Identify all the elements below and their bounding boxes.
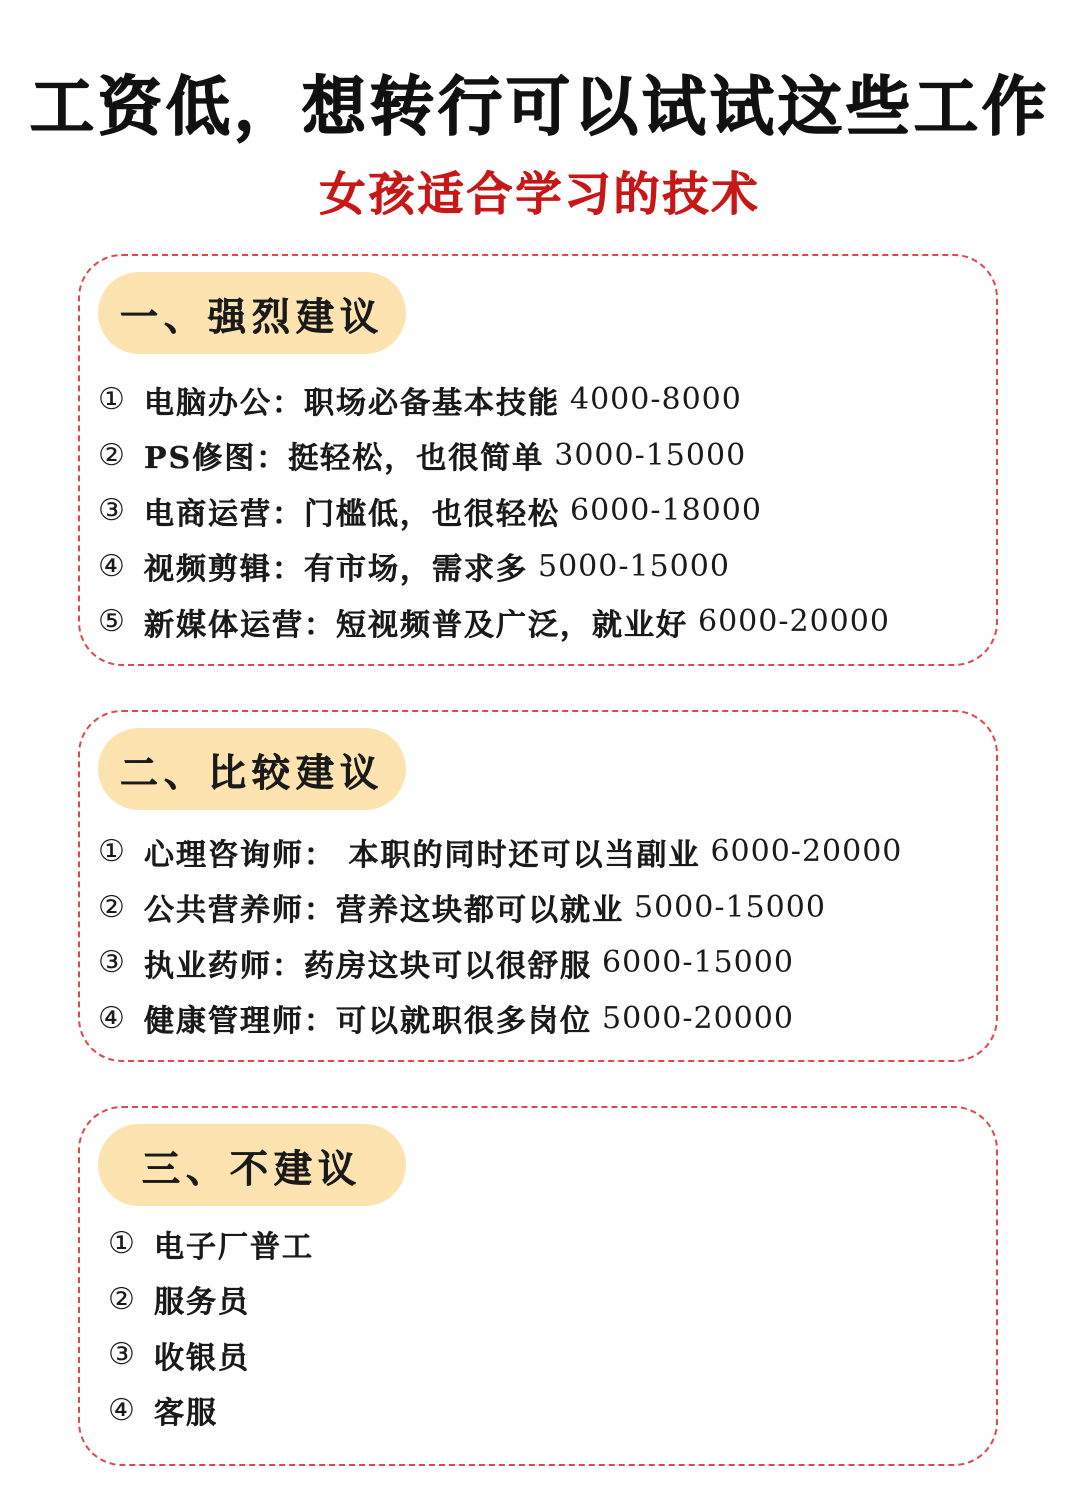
- item-number: ①: [98, 382, 125, 418]
- item-salary: 3000-15000: [554, 437, 747, 473]
- item-description: 可以就职很多岗位: [336, 1004, 592, 1040]
- item-number: ②: [108, 1281, 135, 1317]
- item-name: 公共营养师：: [144, 893, 336, 929]
- item-name: 视频剪辑：: [144, 552, 304, 588]
- list-item: [98, 483, 890, 539]
- item-number: ④: [108, 1392, 135, 1428]
- item-number: ③: [98, 493, 125, 529]
- item-number: ①: [108, 1226, 135, 1262]
- item-name: 服务员: [154, 1285, 250, 1321]
- item-salary: 4000-8000: [570, 382, 742, 418]
- item-description: 挺轻松，也很简单: [288, 441, 545, 477]
- item-description: 药房这块可以很舒服: [304, 948, 592, 984]
- section-not-recommended: [78, 1106, 998, 1466]
- item-number: ④: [98, 548, 125, 584]
- item-name: 电子厂普工: [154, 1229, 314, 1265]
- list-item: [108, 1327, 314, 1383]
- item-name: 电商运营：: [144, 496, 304, 532]
- item-description: 短视频普及广泛，就业好: [336, 607, 688, 643]
- list-item: [98, 372, 890, 428]
- item-name: 心理咨询师：: [144, 837, 336, 873]
- section-heading: 一、强烈建议: [98, 272, 406, 354]
- page-title: 工资低，想转行可以试试这些工作: [30, 70, 1050, 145]
- item-name: 收银员: [154, 1340, 250, 1376]
- section-somewhat-recommended: [78, 710, 998, 1062]
- list-item: [98, 428, 890, 484]
- list-item: [108, 1216, 314, 1272]
- item-salary: 6000-15000: [602, 945, 794, 981]
- item-name: 健康管理师：: [144, 1004, 336, 1040]
- item-description: 有市场，需求多: [304, 552, 528, 588]
- job-list: [98, 372, 890, 650]
- item-number: ②: [98, 437, 125, 473]
- job-list: [108, 1216, 314, 1438]
- item-salary: 5000-15000: [538, 548, 730, 584]
- item-description: 本职的同时还可以当副业: [336, 837, 701, 873]
- item-salary: 5000-15000: [634, 889, 826, 925]
- item-number: ③: [98, 945, 125, 981]
- item-number: ④: [98, 1000, 125, 1036]
- item-salary: 6000-20000: [698, 604, 890, 640]
- list-item: [98, 824, 902, 880]
- item-salary: 6000-18000: [570, 493, 762, 529]
- job-list: [98, 824, 902, 1046]
- list-item: [108, 1383, 314, 1439]
- list-item: [108, 1272, 314, 1328]
- item-description: 门槛低，也很轻松: [304, 496, 560, 532]
- item-description: 职场必备基本技能: [304, 385, 560, 421]
- section-heading: 二、比较建议: [98, 728, 406, 810]
- item-salary: 5000-20000: [602, 1000, 794, 1036]
- list-item: [98, 539, 890, 595]
- item-number: ①: [98, 834, 125, 870]
- list-item: [98, 594, 890, 650]
- list-item: [98, 880, 902, 936]
- item-number: ⑤: [98, 604, 125, 640]
- item-name: 执业药师：: [144, 948, 304, 984]
- section-strongly-recommended: [78, 254, 998, 666]
- item-name: 新媒体运营：: [144, 607, 336, 643]
- item-number: ③: [108, 1337, 135, 1373]
- item-salary: 6000-20000: [710, 834, 903, 870]
- section-heading: 三、不建议: [98, 1124, 406, 1206]
- item-name: 电脑办公：: [144, 385, 304, 421]
- list-item: [98, 991, 902, 1047]
- item-name: 客服: [154, 1396, 218, 1432]
- list-item: [98, 935, 902, 991]
- item-description: 营养这块都可以就业: [336, 893, 624, 929]
- item-number: ②: [98, 889, 125, 925]
- item-name: PS修图：: [144, 441, 289, 477]
- page-subtitle: 女孩适合学习的技术: [319, 167, 761, 221]
